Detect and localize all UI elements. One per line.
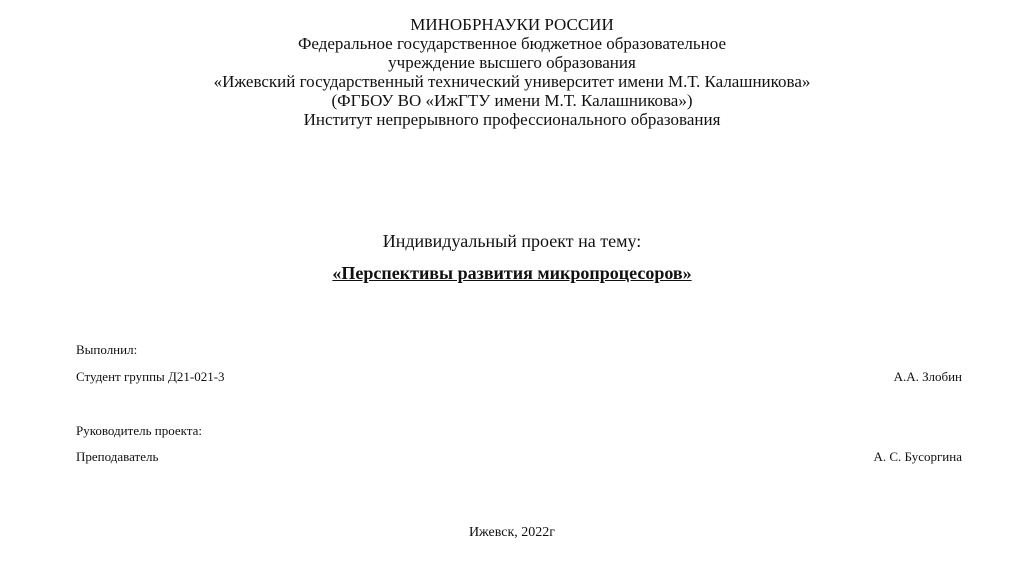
project-title: «Перспективы развития микропроцесоров» xyxy=(332,263,692,283)
supervisor-role: Преподаватель xyxy=(76,449,159,464)
university-abbreviation-line: (ФГБОУ ВО «ИжГТУ имени М.Т. Калашникова») xyxy=(331,91,693,110)
city-year: Ижевск, 2022г xyxy=(468,525,556,540)
ministry-line: МИНОБРНАУКИ РОССИИ xyxy=(410,15,614,34)
supervisor-label: Руководитель проекта: xyxy=(76,423,203,438)
supervisor-name: А. С. Бусоргина xyxy=(873,449,962,464)
performed-by-label: Выполнил: xyxy=(76,342,138,357)
project-topic-label: Индивидуальный проект на тему: xyxy=(382,231,642,251)
student-name: А.А. Злобин xyxy=(893,369,962,384)
student-group-text: Студент группы Д21-021-3 xyxy=(76,369,225,384)
institution-level-line: учреждение высшего образования xyxy=(388,53,636,72)
institution-type-line: Федеральное государственное бюджетное образовательное xyxy=(297,34,727,53)
institution-header xyxy=(0,15,1024,129)
institute-name-line: Институт непрерывного профессионального образования xyxy=(303,110,721,129)
university-name-line: «Ижевский государственный технический университет имени М.Т. Калашникова» xyxy=(213,72,811,91)
